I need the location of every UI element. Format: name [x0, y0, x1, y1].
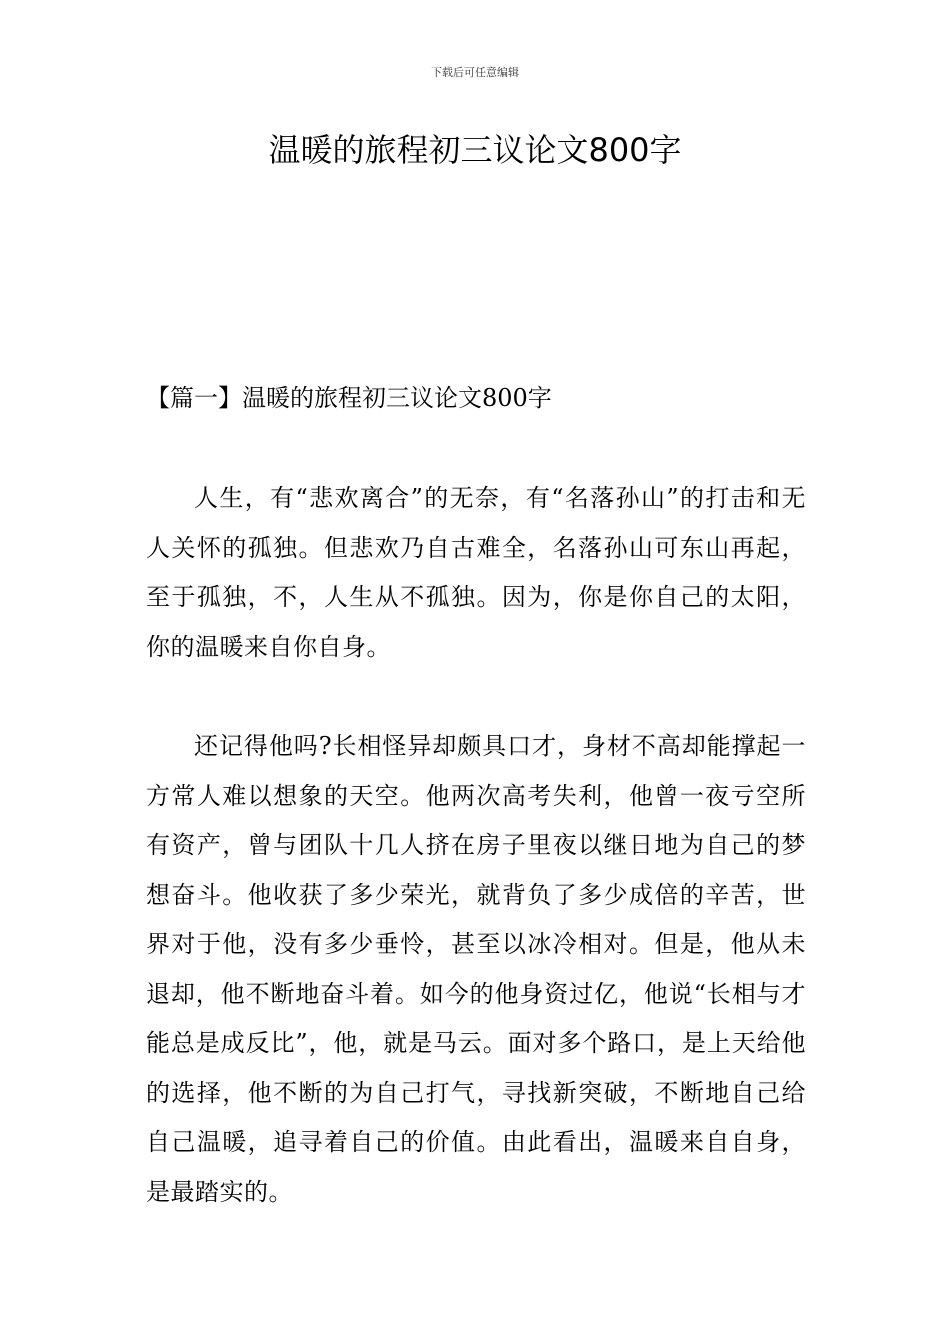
body-paragraph: 还记得他吗?长相怪异却颇具口才，身材不高却能撑起一方常人难以想象的天空。他两次高考失利，他曾一夜亏空所有资产，曾与团队十几人挤在房子里夜以继日地为自己的梦想奋斗。他收获了多少荣光，就背负了多少成倍的辛苦，世界对于他，没有多少垂怜，甚至以冰冷相对。但是，他从未退却，他不断地奋斗着。如今的他身资过亿，他说“长相与才能总是成反比”，他，就是马云。面对多个路口，是上天给他的选择，他不断的为自己打气，寻找新突破，不断地自己给自己温暖，追寻着自己的价值。由此看出，温暖来自自身，是最踏实的。 — [146, 732, 806, 1206]
document-title: 温暖的旅程初三议论文800字 — [268, 131, 682, 169]
body-paragraph: 人生，有“悲欢离合”的无奈，有“名落孙山”的打击和无人关怀的孤独。但悲欢乃自古难全，名落孙山可东山再起，至于孤独，不，人生从不孤独。因为，你是你自己的太阳，你的温暖来自你自身。 — [146, 484, 806, 661]
header-note: 下载后可任意编辑 — [431, 66, 519, 79]
section-heading: 【篇一】温暖的旅程初三议论文800字 — [146, 384, 552, 412]
